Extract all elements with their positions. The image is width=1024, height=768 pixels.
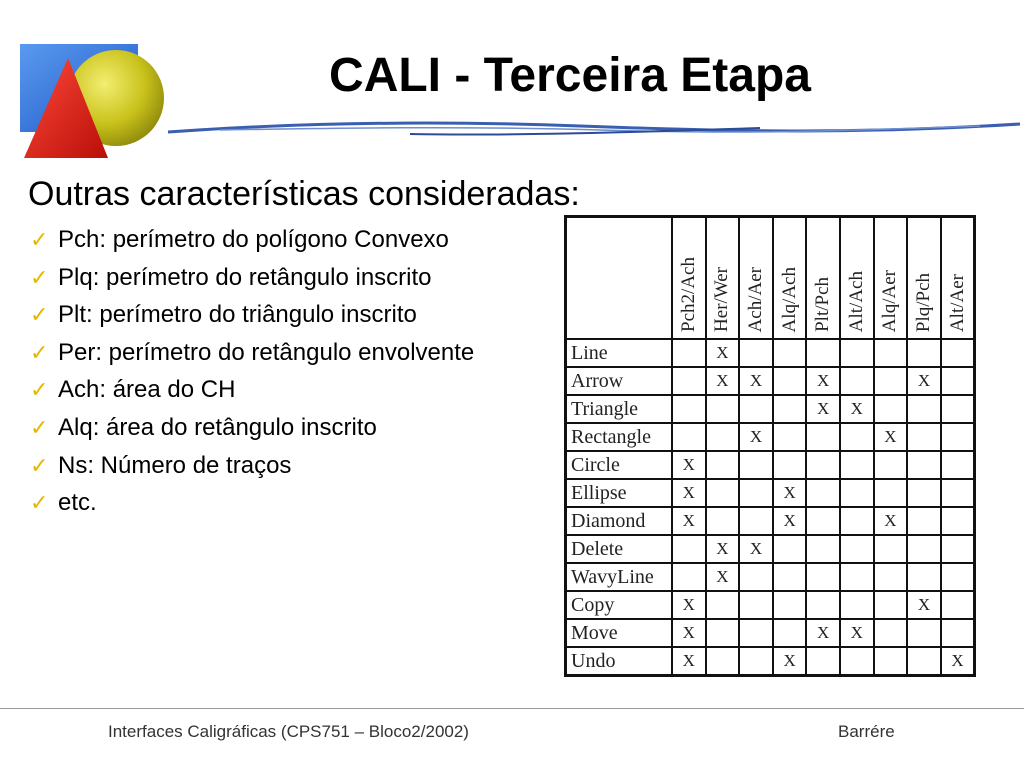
list-item	[30, 371, 474, 409]
list-item	[30, 447, 474, 485]
table-cell	[840, 367, 874, 395]
row-label: Diamond	[566, 507, 673, 535]
column-header: Plq/Pch	[907, 217, 941, 340]
check-icon: ✓	[30, 414, 49, 440]
table-cell: X	[706, 339, 740, 367]
table-row	[566, 591, 975, 619]
table-cell	[773, 535, 807, 563]
table-cell: X	[739, 535, 773, 563]
table-row	[566, 479, 975, 507]
table-cell	[907, 451, 941, 479]
table-cell: X	[840, 395, 874, 423]
table-row	[566, 451, 975, 479]
bullet-text: Per: perímetro do retângulo envolvente	[58, 338, 475, 366]
table-row	[566, 339, 975, 367]
row-label: Circle	[566, 451, 673, 479]
table-cell	[773, 563, 807, 591]
table-cell	[739, 563, 773, 591]
check-icon: ✓	[30, 264, 49, 290]
table-cell	[672, 367, 706, 395]
section-heading: Outras características consideradas:	[28, 175, 580, 213]
decorative-swoosh	[160, 112, 1024, 142]
footer-course: Interfaces Caligráficas (CPS751 – Bloco2/2002)	[108, 722, 469, 741]
table-cell	[672, 423, 706, 451]
table-cell	[806, 535, 840, 563]
table-row	[566, 619, 975, 647]
table-cell	[941, 451, 975, 479]
table-cell: X	[739, 423, 773, 451]
table-corner-cell	[566, 217, 673, 340]
table-cell: X	[907, 591, 941, 619]
row-label: Copy	[566, 591, 673, 619]
table-cell	[840, 339, 874, 367]
table-cell: X	[739, 367, 773, 395]
table-cell	[941, 619, 975, 647]
table-cell	[874, 395, 908, 423]
table-cell: X	[672, 619, 706, 647]
table-row	[566, 395, 975, 423]
table-cell	[739, 591, 773, 619]
table-cell: X	[874, 423, 908, 451]
bullet-text: Ach: área do CH	[58, 376, 236, 404]
table-cell: X	[773, 507, 807, 535]
check-icon: ✓	[30, 227, 49, 252]
table-cell	[706, 619, 740, 647]
table-cell	[874, 647, 908, 676]
table-cell	[874, 451, 908, 479]
table-cell	[874, 619, 908, 647]
shapes-logo-icon	[16, 40, 168, 162]
bullet-text: etc.	[58, 489, 97, 517]
table-cell: X	[806, 395, 840, 423]
table-cell	[941, 367, 975, 395]
table-cell	[840, 479, 874, 507]
table-cell	[907, 395, 941, 423]
column-header: Alt/Ach	[840, 217, 874, 340]
list-item	[30, 334, 474, 372]
column-header: Alq/Ach	[773, 217, 807, 340]
table-cell	[806, 647, 840, 676]
table-cell	[672, 563, 706, 591]
table-cell	[706, 507, 740, 535]
table-cell: X	[806, 367, 840, 395]
table-cell	[739, 339, 773, 367]
table-cell	[706, 591, 740, 619]
table-cell	[874, 339, 908, 367]
table-cell	[739, 451, 773, 479]
table-cell	[806, 339, 840, 367]
table-cell	[706, 423, 740, 451]
bullet-text: Pch: perímetro do polígono Convexo	[58, 226, 449, 253]
column-header: Plt/Pch	[806, 217, 840, 340]
row-label: Line	[566, 339, 673, 367]
table-cell	[806, 423, 840, 451]
table-cell	[706, 479, 740, 507]
table-cell: X	[773, 479, 807, 507]
table-cell	[941, 479, 975, 507]
table-cell: X	[806, 619, 840, 647]
table-cell	[773, 339, 807, 367]
table-cell	[874, 479, 908, 507]
table-cell	[706, 451, 740, 479]
table-cell	[739, 619, 773, 647]
table-cell	[739, 647, 773, 676]
table-cell	[907, 535, 941, 563]
table-cell	[739, 395, 773, 423]
table-cell	[706, 647, 740, 676]
table-cell	[773, 367, 807, 395]
table-cell	[840, 647, 874, 676]
table-cell	[806, 563, 840, 591]
check-icon: ✓	[30, 377, 49, 403]
table-cell: X	[672, 647, 706, 676]
table-cell	[773, 451, 807, 479]
feature-table	[564, 215, 976, 677]
check-icon: ✓	[30, 339, 49, 365]
table-cell	[907, 563, 941, 591]
table-cell	[773, 395, 807, 423]
check-icon: ✓	[30, 452, 49, 478]
table-cell	[941, 423, 975, 451]
list-item	[30, 221, 474, 259]
table-cell: X	[840, 619, 874, 647]
row-label: Undo	[566, 647, 673, 676]
row-label: Triangle	[566, 395, 673, 423]
table-row	[566, 507, 975, 535]
table-cell	[773, 423, 807, 451]
table-cell	[672, 339, 706, 367]
table-cell	[907, 507, 941, 535]
list-item	[30, 296, 474, 334]
row-label: Delete	[566, 535, 673, 563]
column-header: Her/Wer	[706, 217, 740, 340]
table-cell	[773, 591, 807, 619]
table-cell: X	[672, 451, 706, 479]
table-cell: X	[706, 367, 740, 395]
table-row	[566, 535, 975, 563]
table-cell	[874, 563, 908, 591]
table-cell	[773, 619, 807, 647]
bullet-text: Plt: perímetro do triângulo inscrito	[58, 301, 417, 329]
check-icon: ✓	[30, 490, 49, 516]
table-body	[566, 339, 975, 676]
bullet-text: Ns: Número de traços	[58, 451, 292, 479]
table-cell	[806, 591, 840, 619]
table-cell	[840, 535, 874, 563]
row-label: Ellipse	[566, 479, 673, 507]
bullet-list	[30, 221, 474, 522]
row-label: WavyLine	[566, 563, 673, 591]
column-header: Pch2/Ach	[672, 217, 706, 340]
table-cell	[874, 367, 908, 395]
table-cell: X	[907, 367, 941, 395]
table-cell	[941, 535, 975, 563]
table-cell: X	[773, 647, 807, 676]
table-cell	[840, 507, 874, 535]
table-cell	[941, 395, 975, 423]
table-cell	[907, 479, 941, 507]
table-cell	[874, 591, 908, 619]
table-cell: X	[706, 535, 740, 563]
list-item	[30, 409, 474, 447]
column-header: Alt/Aer	[941, 217, 975, 340]
table-cell	[739, 507, 773, 535]
table-header-row	[566, 217, 975, 340]
table-cell	[907, 339, 941, 367]
table-cell	[907, 647, 941, 676]
slide-title: CALI - Terceira Etapa	[329, 49, 811, 102]
row-label: Rectangle	[566, 423, 673, 451]
list-item	[30, 484, 474, 522]
table-cell: X	[874, 507, 908, 535]
table-cell	[840, 451, 874, 479]
table-cell	[907, 619, 941, 647]
list-item	[30, 259, 474, 297]
table-row	[566, 647, 975, 676]
bullet-text: Plq: perímetro do retângulo inscrito	[58, 263, 432, 291]
table-cell	[672, 535, 706, 563]
table-cell: X	[941, 647, 975, 676]
table-cell: X	[672, 507, 706, 535]
table-cell	[840, 591, 874, 619]
table-cell	[672, 395, 706, 423]
table-cell: X	[706, 563, 740, 591]
check-icon: ✓	[30, 302, 49, 328]
table-cell	[739, 479, 773, 507]
table-cell	[840, 563, 874, 591]
table-cell	[874, 535, 908, 563]
table-cell	[806, 451, 840, 479]
table-cell: X	[672, 591, 706, 619]
row-label: Move	[566, 619, 673, 647]
bullet-text: Alq: área do retângulo inscrito	[58, 413, 377, 441]
column-header: Ach/Aer	[739, 217, 773, 340]
footer-divider	[0, 708, 1024, 709]
table-cell: X	[672, 479, 706, 507]
table-cell	[941, 563, 975, 591]
table-row	[566, 423, 975, 451]
table-cell	[941, 507, 975, 535]
table-row	[566, 563, 975, 591]
column-header: Alq/Aer	[874, 217, 908, 340]
row-label: Arrow	[566, 367, 673, 395]
table-cell	[907, 423, 941, 451]
table-cell	[941, 591, 975, 619]
table-cell	[941, 339, 975, 367]
table-cell	[806, 479, 840, 507]
table-row	[566, 367, 975, 395]
table-cell	[706, 395, 740, 423]
table-cell	[806, 507, 840, 535]
table-cell	[840, 423, 874, 451]
footer-author: Barrére	[838, 722, 895, 741]
